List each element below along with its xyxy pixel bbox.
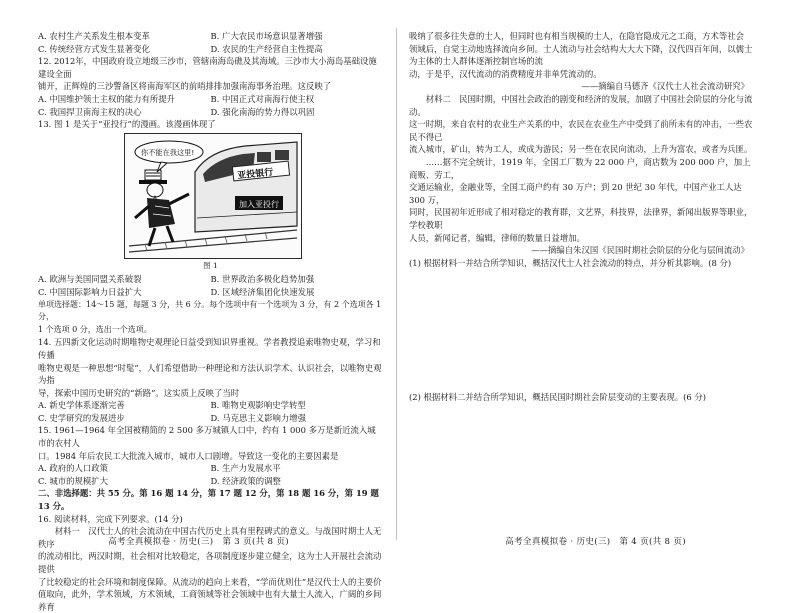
speech-bubble-text: 你不能在我这里! [141, 147, 195, 157]
q13-options-row-2 [38, 286, 383, 299]
q13-option-b: B. 世界政治多极化趋势加强 [210, 274, 315, 285]
left-page-footer: 高考全真模拟卷 · 历史(三) 第 3 页(共 8 页) [108, 537, 289, 547]
q12-option-b: B. 中国正式对南海行使主权 [210, 93, 315, 104]
q15-option-c: C. 城市的规模扩大 [38, 475, 109, 486]
material-1-cont-line-2: 领域后，自觉主动地选择流向乡间。士人流动与社会结构大大大下降，汉代四百年间，以儒士为主体的士人群体逐渐控制官场的流 [409, 43, 753, 67]
material-1-line-1: 材料一 汉代士人的社会流动在中国古代历史上具有里程碑式的意义。与战国时期士人无秩序 [38, 526, 382, 549]
q15-options-row-1 [38, 462, 383, 475]
left-page [0, 0, 397, 612]
q13-option-a: A. 欧洲与美国同盟关系破裂 [38, 274, 142, 285]
q16-heading: 16. 阅读材料，完成下列要求。(14 分) [38, 513, 183, 524]
q14-option-c: C. 史学研究的发展进步 [38, 412, 125, 423]
figure-caption: 图 1 [203, 260, 218, 270]
left-column [38, 30, 383, 613]
q11-option-b: B. 广大农民市场意识显著增强 [210, 31, 323, 41]
q13-stem: 13. 图 1 是关于“亚投行”的漫画。该漫画体现了 [38, 119, 216, 130]
q11-option-a: A. 农村生产关系发生根本变革 [38, 31, 150, 41]
q11-options-row-1 [38, 30, 383, 43]
q12-option-d: D. 强化南海的势力得以巩固 [210, 106, 315, 117]
q15-option-a: A. 政府的人口政策 [38, 463, 108, 474]
material-1-cont-line-3: 动，于是乎，汉代流动的消费精度并非单凭流动的。 [409, 68, 602, 79]
q12-options-row-2 [38, 106, 383, 119]
material-2-line-5: 交通运输业，金融业等，全国工商户约有 30 万户；到 20 世纪 30 年代，中国产业工人达 300 万， [409, 182, 742, 205]
q16-part-1: (1) 根据材料一并结合所学知识，概括汉代士人社会流动的特点，并分析其影响。(8 分) [409, 257, 732, 268]
q13-options-row-1 [38, 273, 383, 286]
q14-option-d: D. 马克思主义影响力增强 [210, 412, 306, 423]
material-2-line-4: ……据不完全统计，1919 年，全国工厂数为 22 000 户，商店数为 200 000 户，加上商贩、劳工， [409, 156, 751, 180]
q15-options-row-2 [38, 475, 383, 488]
q14-options-row-1 [38, 399, 383, 412]
q12-stem-line-1: 12. 2012年，中国政府设立地级三沙市，管辖南海岛礁及其海域。三沙市大小海岛基础设施建设全面 [38, 56, 377, 79]
q12-stem-line-2: 铺开，正辉煌的三沙警备区将南海军区的前哨排排加强南海事务治理。这反映了 [38, 81, 332, 92]
material-1-source: ——摘编自马德齐《汉代士人社会流动研究》 [581, 81, 749, 92]
right-column [409, 30, 755, 526]
section-2-heading: 二、非选择题：共 55 分。第 16 题 14 分，第 17 题 12 分，第 18 题 16 分，第 19 题 13 分。 [38, 488, 379, 512]
q12-option-a: A. 中国维护领土主权的能力有所提升 [38, 93, 175, 104]
material-2-line-3: 流入城市，矿山，转为工人，或成为游民；另一些在农民向流动，上升为富农，或者为兵匪。 [409, 144, 753, 155]
q14-stem-line-2: 唯物史观是一种思想“时髦”，人们希望借助一种理论和方法认识学术、认识社会，以唯物史观为指 [38, 362, 382, 386]
q15-stem-line-1: 15. 1961—1964 年全国被精简的 2 500 多万城镇人口中，约有 1 000 多万是新近流入城市的农村人 [38, 425, 376, 449]
material-2-line-1: 材料二 民国时期，中国社会政治的剧变和经济的发展，加剧了中国社会阶层的分化与流动。 [409, 93, 753, 117]
q14-options-row-2 [38, 412, 383, 425]
uncle-sam-character [135, 170, 189, 246]
section-note-line-2: 1 个选项 0 分，选出一个选项。 [38, 324, 152, 334]
q11-option-c: C. 传统经营方式发生显著变化 [38, 43, 150, 54]
q13-option-c: C. 中国国际影响力日益扩大 [38, 286, 142, 297]
material-1-line-4: 值取向，此外，学术领域，方术领域，工商领域等社会领域中也有大量士人流入，广阔的乡间养育 [38, 589, 382, 612]
answer-space-part-2[interactable] [409, 404, 755, 526]
material-2-source: ——摘编自朱汉国《民国时期社会阶层的分化与层间流动》 [531, 245, 749, 256]
q15-option-b: B. 生产力发展水平 [210, 463, 281, 474]
material-2-line-7: 人员，新闻记者，编辑，律师的数量日益增加。 [409, 232, 585, 243]
q11-options-row-2 [38, 43, 383, 56]
right-page-footer: 高考全真模拟卷 · 历史(三) 第 4 页(共 8 页) [505, 537, 686, 547]
train-banner: 亚投银行 [236, 167, 274, 182]
right-page [397, 0, 794, 561]
q14-option-b: B. 唯物史观影响史学转型 [210, 400, 306, 411]
q11-option-d: D. 农民的生产经营自主性提高 [210, 43, 323, 54]
q12-options-row-1 [38, 93, 383, 106]
q14-option-a: A. 新史学体系逐渐完善 [38, 400, 125, 411]
q12-option-c: C. 我国捍卫南海主权的决心 [38, 106, 142, 117]
material-2-line-6: 同时，民国初年近形成了相对稳定的教育群，文艺界，科技界，法律界，新闻出版界等职业，学校教职 [409, 207, 753, 230]
q16-part-2: (2) 根据材料二并结合所学知识，概括民国时期社会阶层变动的主要表现。(6 分) [409, 392, 707, 403]
q13-option-d: D. 区域经济集团化快速发展 [210, 286, 315, 297]
q14-stem-line-3: 导，探索中国历史研究的“新路”。这实质上反映了当时 [38, 387, 240, 398]
answer-space-part-1[interactable] [409, 269, 755, 391]
q15-option-d: D. 经济政策的调整 [210, 475, 281, 486]
train-side-label: 加入亚投行 [239, 199, 279, 209]
q14-stem-line-1: 14. 五四新文化运动时期唯物史观理论日益受到知识界重视。学者教授追索唯物史观，学习和传播 [38, 337, 381, 360]
material-1-line-3: 了比较稳定的社会环境和制度保障。从流动的趋向上来看，“学而优则仕”是汉代士人的主要价 [38, 576, 382, 587]
material-2-line-2: 这一时期，来自农村的农业生产关系的中，农民在农业生产中受到了前所未有的冲击，一些农民不得已 [409, 119, 753, 142]
section-note-line-1: 单项选择题：14～15 题，每题 3 分，共 6 分。每个选项中有一个选项为 3 分，有 2 个选项各 1 分， [38, 299, 382, 322]
material-1-line-2: 的流动相比，两汉时期，社会相对比较稳定，各项制度逐步建立健全，这为士人开展社会流动提供 [38, 551, 382, 574]
q15-stem-line-2: 口。1984 年后农民工大批流入城市，城市人口剧增。导致这一变化的主要因素是 [38, 450, 339, 461]
cartoon-figure [124, 133, 302, 259]
material-1-cont-line-1: 吸纳了很多往失意的士人，但同时也有相当规模的士人，在隐官隐成元之工商，方术等社会 [409, 31, 744, 41]
cartoon-illustration [125, 134, 301, 258]
